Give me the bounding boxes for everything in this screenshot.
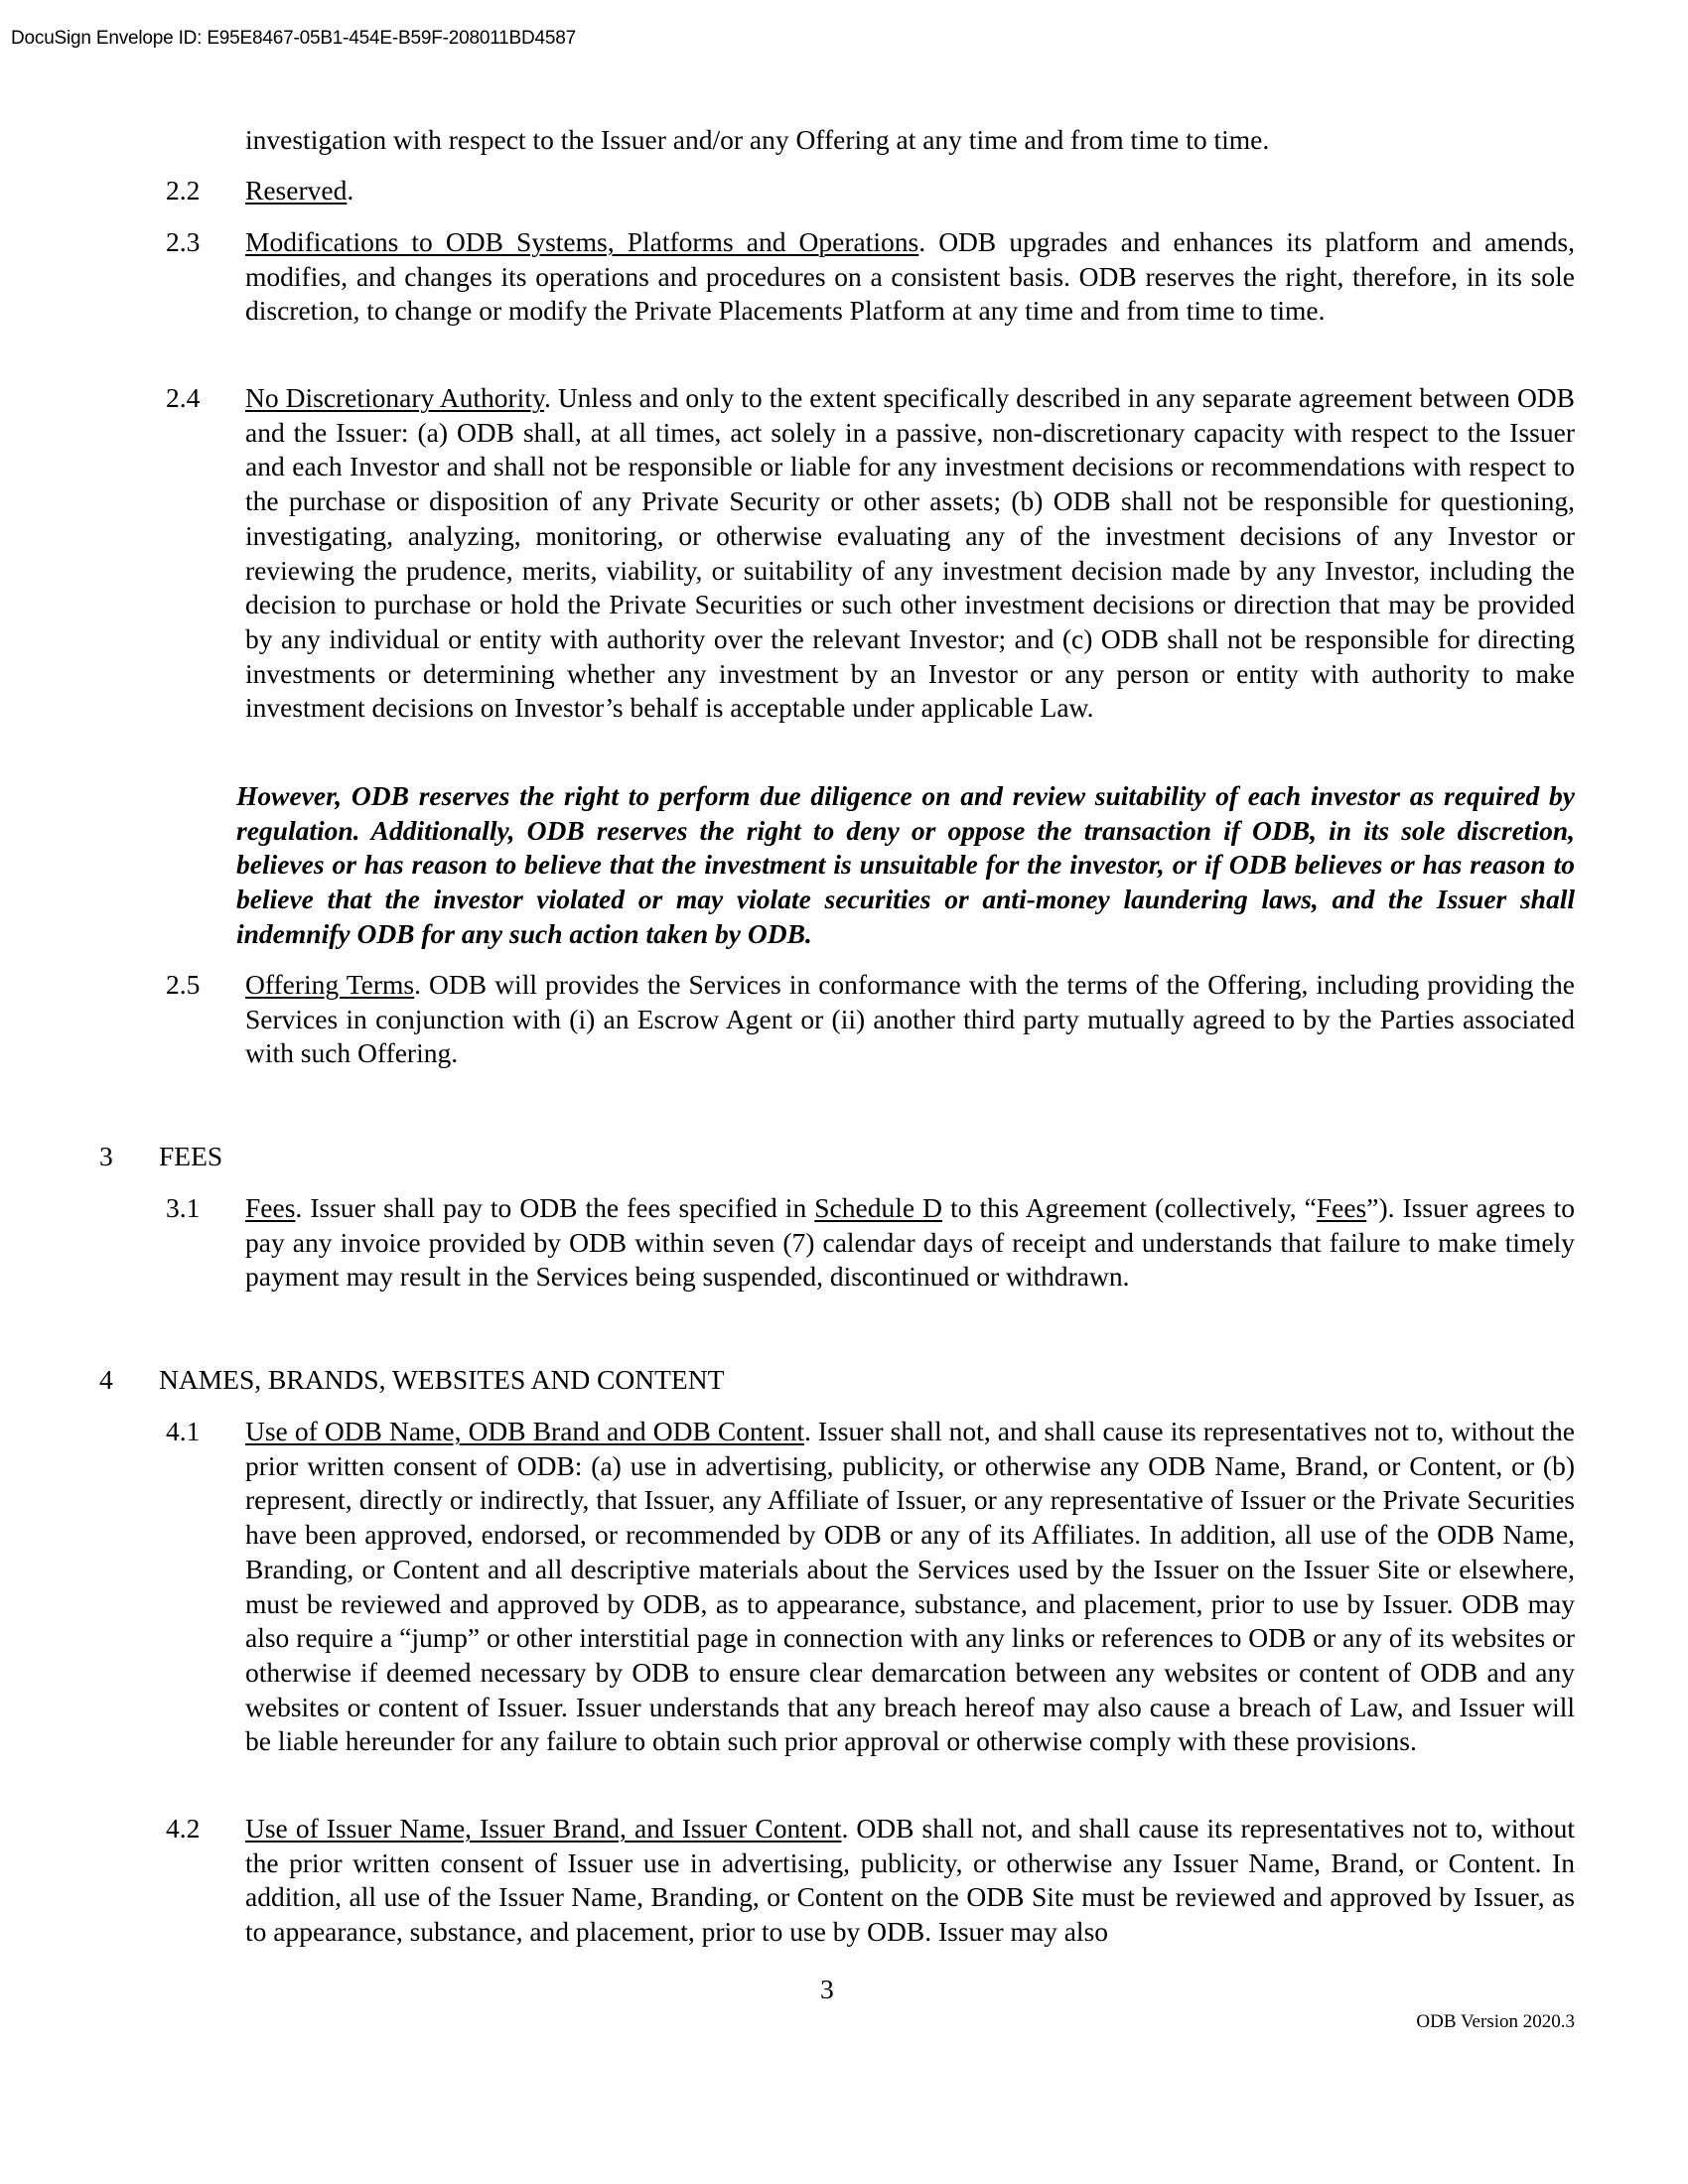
clause-2-4 — [245, 381, 1575, 726]
clause-2-3 — [245, 225, 1575, 329]
clause-number: 3.1 — [166, 1192, 201, 1223]
clause-punct: . — [414, 969, 421, 1000]
section-title: NAMES, BRANDS, WEBSITES AND CONTENT — [159, 1364, 725, 1395]
clause-text: to this Agreement (collectively, “ — [942, 1192, 1317, 1223]
due-diligence-note: However, ODB reserves the right to perform due diligence on and review suitability of each investor as required by regulation. Additionally, ODB reserves the right to deny or oppose the transaction if ODB, in its sole discretion, believes or has reason to believe that the investment is unsuitable for the investor, or if ODB believes or has reason to believe that the investor violated or may violate securities or anti-money laundering laws, and the Issuer shall indemnify ODB for any such action taken by ODB. — [236, 780, 1575, 949]
section-title: FEES — [159, 1141, 223, 1171]
clause-text: ”). Issuer agrees to pay any invoice provided by ODB within seven (7) calendar days of receipt and understands that failure to make timely payment may result in the Services being suspended, discontinued or withdrawn. — [245, 1192, 1575, 1293]
clause-heading: Modifications to ODB Systems, Platforms and Operations — [245, 226, 919, 257]
section-number: 4 — [99, 1364, 113, 1395]
clause-punct: . — [347, 175, 354, 205]
clause-heading: Fees — [245, 1192, 296, 1223]
clause-heading: No Discretionary Authority — [245, 382, 544, 413]
clause-number: 2.2 — [166, 175, 201, 205]
clause-body: Unless and only to the extent specifically described in any separate agreement between ODB and the Issuer: (a) ODB shall, at all times, act solely in a passive, non-discretionary capacity with respect to the Issuer and each Investor and shall not be responsible or liable for any investment decisions or recommendations with respect to the purchase or disposition of any Private Security or other assets; (b) ODB shall not be responsible for questioning, investigating, analyzing, monitoring, or otherwise evaluating any of the investment decisions of any Investor or reviewing the prudence, merits, viability, or suitability of any investment decision made by any Investor, including the decision to purchase or hold the Private Securities or such other investment decisions or direction that may be provided by any individual or entity with authority over the relevant Investor; and (c) ODB shall not be responsible for directing investments or determining whether any investment by an Investor or any person or entity with authority to make investment decisions on Investor’s behalf is acceptable under applicable Law. — [245, 382, 1576, 724]
clause-4-1 — [245, 1415, 1575, 1759]
docusign-envelope-header: DocuSign Envelope ID: E95E8467-05B1-454E-B59F-208011BD4587 — [11, 28, 576, 49]
defined-term-fees: Fees — [1316, 1192, 1367, 1223]
clause-punct: . — [803, 1416, 811, 1446]
clause-body: ODB shall not, and shall cause its representatives not to, without the prior written consent of Issuer use in advertising, publicity, or otherwise any Issuer Name, Brand, or Content. In addition, all use of the Issuer Name, Branding, or Content on the ODB Site must be reviewed and approved by Issuer, as to appearance, substance, and placement, prior to use by ODB. Issuer may also — [245, 1813, 1575, 1948]
clause-body: ODB upgrades and enhances its platform and amends, modifies, and changes its operations and procedures on a consistent basis. ODB reserves the right, therefore, in its sole discretion, to change or modify the Private Placements Platform at any time and from time to time. — [245, 226, 1575, 327]
clause-punct: . — [918, 226, 926, 257]
clause-2-5 — [245, 968, 1575, 1071]
clause-3-1 — [245, 1191, 1575, 1295]
schedule-d-reference: Schedule D — [814, 1192, 942, 1223]
clause-heading: Use of Issuer Name, Issuer Brand, and Issuer Content — [245, 1813, 842, 1843]
clause-body: Issuer shall not, and shall cause its representatives not to, without the prior written consent of ODB: (a) use in advertising, publicity, or otherwise any ODB Name, Brand, or Content, or (b) represent, directly or indirectly, that Issuer, any Affiliate of Issuer, or any representative of Issuer or the Private Securities have been approved, endorsed, or recommended by ODB or any of its Affiliates. In addition, all use of the ODB Name, Branding, or Content and all descriptive materials about the Services used by the Issuer on the Issuer Site or elsewhere, must be reviewed and approved by ODB, as to appearance, substance, and placement, prior to use by Issuer. ODB may also require a “jump” or other interstitial page in connection with any links or references to ODB or any of its websites or otherwise if deemed necessary by ODB to ensure clear demarcation between any websites or content of ODB and any websites or content of Issuer. Issuer understands that any breach hereof may also cause a breach of Law, and Issuer will be liable hereunder for any failure to obtain such prior approval or otherwise comply with these provisions. — [245, 1416, 1575, 1757]
clause-heading: Reserved — [245, 175, 348, 205]
clause-number: 2.5 — [166, 969, 201, 1000]
version-footer: ODB Version 2020.3 — [1416, 2011, 1575, 2032]
clause-number: 4.1 — [166, 1416, 201, 1446]
clause-4-2 — [245, 1812, 1575, 1950]
clause-punct: . — [841, 1813, 849, 1843]
clause-heading: Offering Terms — [245, 969, 415, 1000]
clause-number: 2.4 — [166, 382, 201, 413]
clause-text: . Issuer shall pay to ODB the fees specified in — [295, 1192, 815, 1223]
clause-number: 2.3 — [166, 226, 201, 257]
clause-heading: Use of ODB Name, ODB Brand and ODB Content — [245, 1416, 804, 1446]
continuation-paragraph: investigation with respect to the Issuer and/or any Offering at any time and from time to time. — [245, 124, 1270, 155]
section-number: 3 — [99, 1141, 113, 1171]
clause-2-2 — [245, 174, 1575, 208]
page-number: 3 — [820, 1974, 834, 2004]
clause-punct: . — [543, 382, 551, 413]
clause-number: 4.2 — [166, 1813, 201, 1843]
clause-body: ODB will provides the Services in conformance with the terms of the Offering, including providing the Services in conjunction with (i) an Escrow Agent or (ii) another third party mutually agreed to by the Parties associated with such Offering. — [245, 969, 1576, 1069]
